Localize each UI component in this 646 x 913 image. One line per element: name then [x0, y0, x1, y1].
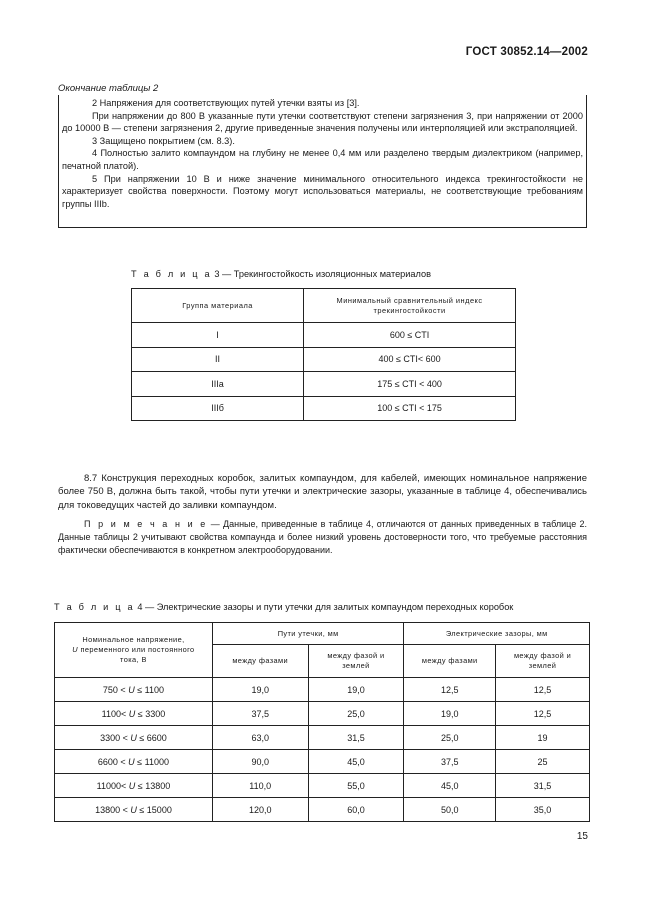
- table-cell: 12,5: [404, 678, 496, 702]
- table-cell: 35,0: [496, 798, 590, 822]
- table3-header-cti: Минимальный сравнительный индекс трекингостойкости: [304, 289, 516, 323]
- voltage-cell: 13800 < U ≤ 15000: [55, 798, 213, 822]
- note-item: 3 Защищено покрытием (см. 8.3).: [92, 135, 235, 146]
- table4-header-clearance: Электрические зазоры, мм: [404, 623, 590, 645]
- table-cell: 37,5: [404, 750, 496, 774]
- table3-header-group: Группа материала: [132, 289, 304, 323]
- table3-caption: [131, 269, 431, 279]
- table-row: [132, 396, 516, 421]
- table-row: [55, 774, 590, 798]
- note-label: П р и м е ч а н и е: [84, 519, 208, 529]
- voltage-cell: 750 < U ≤ 1100: [55, 678, 213, 702]
- continuation-title: Окончание таблицы 2: [58, 83, 159, 94]
- table4-subheader: между фазой и землей: [308, 645, 404, 678]
- note-item: 2 Напряжения для соответствующих путей утечки взяты из [3].: [92, 98, 360, 108]
- table-cell: IIIб: [132, 396, 304, 421]
- table-row: [55, 678, 590, 702]
- table-number: 4: [137, 602, 143, 612]
- table-row: [55, 798, 590, 822]
- table-row: [55, 702, 590, 726]
- table-cell: 90,0: [212, 750, 308, 774]
- table-cell: 25: [496, 750, 590, 774]
- table-cell: II: [132, 347, 304, 372]
- table-cell: 19,0: [212, 678, 308, 702]
- table-cell: 31,5: [496, 774, 590, 798]
- table4-subheader: между фазами: [404, 645, 496, 678]
- table-row: [55, 726, 590, 750]
- table3-tracking-resistance: [131, 288, 516, 421]
- table-row: [132, 347, 516, 372]
- voltage-cell: 6600 < U ≤ 11000: [55, 750, 213, 774]
- table-cell: 25,0: [308, 702, 404, 726]
- table-cell: 63,0: [212, 726, 308, 750]
- voltage-cell: 3300 < U ≤ 6600: [55, 726, 213, 750]
- note-text: — Данные, приведенные в таблице 4, отличаются от данных приведенных в таблице 2. Данные таблицы 2 учитывают свойства компаунда и более низкий уровень достоверности того, что требуемые расстояния фактически обеспечиваются в конкретном электрооборудовании.: [58, 519, 587, 555]
- table-label: Т а б л и ц а: [131, 269, 212, 279]
- table-cell: 19,0: [404, 702, 496, 726]
- table-title: — Трекингостойкость изоляционных материалов: [219, 269, 431, 279]
- table-cell: 31,5: [308, 726, 404, 750]
- table-cell: 25,0: [404, 726, 496, 750]
- table-row: [132, 323, 516, 348]
- note-item: При напряжении до 800 В указанные пути утечки соответствуют степени загрязнения 3, при напряжении от 2000 до 10000 В — степени загрязнения 2, другие приведенные значения получены или интерполяцией или экстраполяцией.: [62, 110, 583, 134]
- table-cell: I: [132, 323, 304, 348]
- table-row: [132, 372, 516, 397]
- voltage-cell: 1100< U ≤ 3300: [55, 702, 213, 726]
- table-cell: 50,0: [404, 798, 496, 822]
- note-paragraph: [58, 518, 587, 556]
- table-cell: 110,0: [212, 774, 308, 798]
- table-cell: 19,0: [308, 678, 404, 702]
- section-note: [58, 518, 587, 556]
- table-cell: IIIa: [132, 372, 304, 397]
- table-cell: 175 ≤ CTI < 400: [304, 372, 516, 397]
- table-cell: 12,5: [496, 702, 590, 726]
- table-cell: 45,0: [308, 750, 404, 774]
- table-cell: 12,5: [496, 678, 590, 702]
- table4-clearances: [54, 622, 590, 822]
- table-label: Т а б л и ц а: [54, 602, 135, 612]
- table-cell: 120,0: [212, 798, 308, 822]
- table-cell: 19: [496, 726, 590, 750]
- table2-notes-box: [58, 95, 587, 228]
- section-paragraph: 8.7 Конструкция переходных коробок, залитых компаундом, для кабелей, имеющих номинальное напряжение более 750 В, должна быть такой, чтобы пути утечки и электрические зазоры, указанные в таблице 4, обеспечивались для токоведущих частей до заливки компаундом.: [58, 473, 587, 511]
- page-number: 15: [576, 831, 588, 842]
- note-item: 5 При напряжении 10 В и ниже значение минимального относительного индекса трекингостойкости не характеризует свойства поверхности. Поэтому могут использоваться материалы, не соответствующие требованиям группы IIIb.: [62, 173, 583, 209]
- note-item: 4 Полностью залито компаундом на глубину не менее 0,4 мм или разделено твердым диэлектриком (например, печатной платой).: [62, 148, 583, 171]
- table4-subheader: между фазой и землей: [496, 645, 590, 678]
- table4-header-voltage: Номинальное напряжение, U переменного или постоянного тока, В: [55, 623, 213, 678]
- table-cell: 400 ≤ CTI< 600: [304, 347, 516, 372]
- table-cell: 37,5: [212, 702, 308, 726]
- voltage-cell: 11000< U ≤ 13800: [55, 774, 213, 798]
- table4-header-creepage: Пути утечки, мм: [212, 623, 404, 645]
- table-cell: 600 ≤ CTI: [304, 323, 516, 348]
- table4-caption: [54, 602, 513, 612]
- table4-subheader: между фазами: [212, 645, 308, 678]
- section-8-7: [58, 472, 587, 512]
- table-cell: 55,0: [308, 774, 404, 798]
- table-cell: 45,0: [404, 774, 496, 798]
- table-cell: 100 ≤ CTI < 175: [304, 396, 516, 421]
- table-title: — Электрические зазоры и пути утечки для залитых компаундом переходных коробок: [142, 602, 514, 612]
- table-number: 3: [214, 269, 220, 279]
- table-cell: 60,0: [308, 798, 404, 822]
- document-header: ГОСТ 30852.14—2002: [465, 46, 588, 58]
- table-row: [55, 750, 590, 774]
